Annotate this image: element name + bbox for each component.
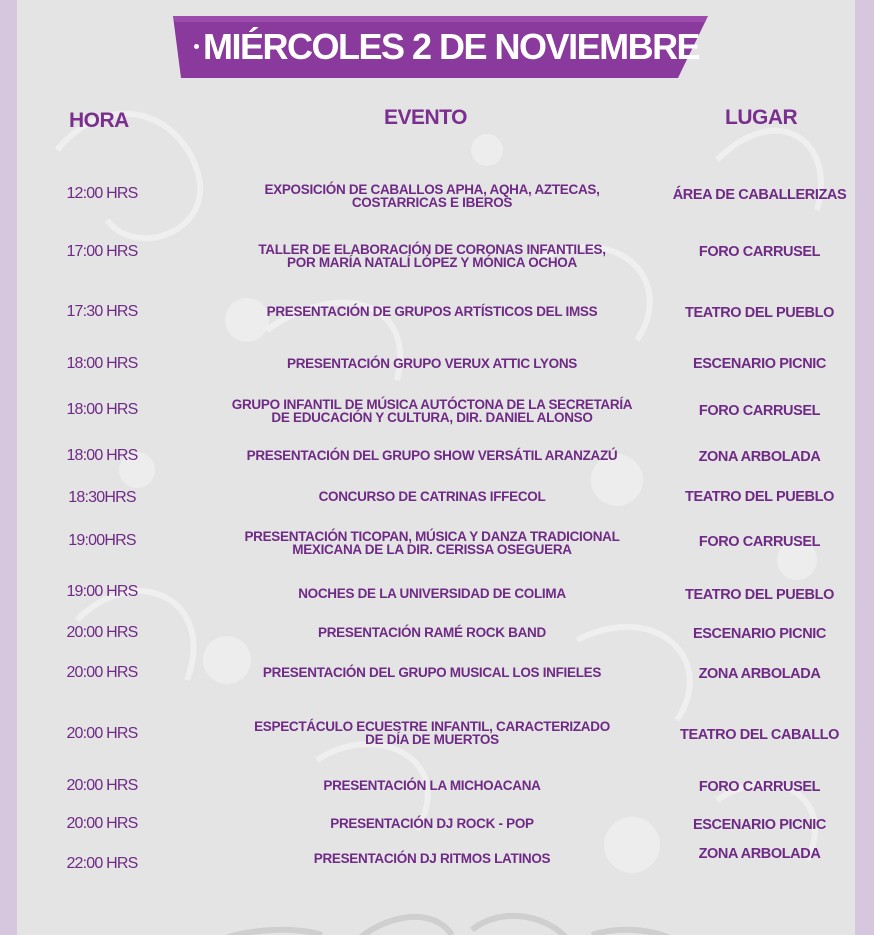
row-event bbox=[222, 587, 642, 600]
row-place: FORO CARRUSEL bbox=[698, 534, 821, 550]
row-event-line: CONCURSO DE CATRINAS IFFECOL bbox=[318, 489, 546, 504]
row-event-line: ESPECTÁCULO ECUESTRE INFANTIL, CARACTERIZADO bbox=[254, 719, 610, 734]
row-place: FORO CARRUSEL bbox=[698, 403, 821, 419]
row-place: TEATRO DEL PUEBLO bbox=[685, 305, 834, 321]
row-time: 20:00 HRS bbox=[66, 664, 138, 681]
row-event-line: PRESENTACIÓN DJ RITMOS LATINOS bbox=[313, 851, 551, 866]
row-event bbox=[222, 626, 642, 639]
row-event bbox=[222, 398, 642, 424]
row-event-line: TALLER DE ELABORACIÓN DE CORONAS INFANTILES, bbox=[258, 242, 606, 257]
row-event-line: PRESENTACIÓN DEL GRUPO MUSICAL LOS INFIELES bbox=[262, 665, 602, 680]
row-time: 20:00 HRS bbox=[66, 624, 138, 641]
schedule-page bbox=[17, 0, 855, 935]
row-event-line: PRESENTACIÓN LA MICHOACANA bbox=[323, 778, 541, 793]
row-event-line: PRESENTACIÓN TICOPAN, MÚSICA Y DANZA TRADICIONAL bbox=[244, 529, 620, 544]
banner-bullet bbox=[194, 44, 199, 49]
row-place: ESCENARIO PICNIC bbox=[693, 626, 826, 642]
row-event bbox=[222, 666, 642, 679]
row-place: TEATRO DEL CABALLO bbox=[679, 727, 839, 743]
row-place: TEATRO DEL PUEBLO bbox=[685, 587, 834, 603]
header-hora: HORA bbox=[69, 109, 129, 132]
row-place: FORO CARRUSEL bbox=[698, 779, 821, 795]
row-place: ZONA ARBOLADA bbox=[698, 666, 821, 682]
row-time: 20:00 HRS bbox=[66, 815, 138, 832]
row-time: 19:00HRS bbox=[68, 532, 136, 549]
row-event-line: GRUPO INFANTIL DE MÚSICA AUTÓCTONA DE LA SECRETARÍA bbox=[231, 397, 633, 412]
row-event bbox=[222, 449, 642, 462]
date-banner bbox=[173, 16, 708, 78]
row-event bbox=[222, 852, 642, 865]
row-place: TEATRO DEL PUEBLO bbox=[685, 489, 834, 505]
row-event-line: PRESENTACIÓN RAMÉ ROCK BAND bbox=[318, 625, 546, 640]
row-event-line: EXPOSICIÓN DE CABALLOS APHA, AQHA, AZTECAS, bbox=[264, 182, 600, 197]
banner-title: MIÉRCOLES 2 DE NOVIEMBRE bbox=[203, 26, 700, 67]
row-event bbox=[222, 779, 642, 792]
row-event bbox=[222, 817, 642, 830]
row-event-line: PRESENTACIÓN DEL GRUPO SHOW VERSÁTIL ARANZAZÚ bbox=[246, 448, 618, 463]
row-event bbox=[222, 183, 642, 209]
header-evento: EVENTO bbox=[384, 106, 467, 129]
row-place: ZONA ARBOLADA bbox=[698, 449, 821, 465]
row-time: 17:00 HRS bbox=[66, 243, 138, 260]
row-place: ESCENARIO PICNIC bbox=[693, 356, 826, 372]
row-time: 18:00 HRS bbox=[66, 401, 138, 418]
row-time: 12:00 HRS bbox=[66, 185, 138, 202]
row-event-line: NOCHES DE LA UNIVERSIDAD DE COLIMA bbox=[298, 586, 566, 601]
row-place: ZONA ARBOLADA bbox=[698, 846, 821, 862]
row-event bbox=[222, 720, 642, 746]
row-place: ESCENARIO PICNIC bbox=[693, 817, 826, 833]
row-event-line: PRESENTACIÓN GRUPO VERUX ATTIC LYONS bbox=[287, 356, 577, 371]
row-time: 22:00 HRS bbox=[66, 855, 138, 872]
row-event bbox=[222, 530, 642, 556]
row-time: 18:30HRS bbox=[68, 489, 136, 506]
row-place: ÁREA DE CABALLERIZAS bbox=[672, 187, 847, 203]
row-time: 20:00 HRS bbox=[66, 777, 138, 794]
row-event-line: COSTARRICAS E IBEROS bbox=[351, 195, 513, 210]
row-event-line: PRESENTACIÓN DE GRUPOS ARTÍSTICOS DEL IMSS bbox=[266, 304, 598, 319]
row-event-line: DE DÍA DE MUERTOS bbox=[365, 732, 499, 747]
row-time: 18:00 HRS bbox=[66, 355, 138, 372]
header-lugar: LUGAR bbox=[725, 106, 798, 129]
row-event bbox=[222, 243, 642, 269]
row-event-line: POR MARÍA NATALÍ LÓPEZ Y MÓNICA OCHOA bbox=[287, 255, 577, 270]
row-event bbox=[222, 305, 642, 318]
row-event-line: PRESENTACIÓN DJ ROCK - POP bbox=[330, 816, 534, 831]
row-time: 18:00 HRS bbox=[66, 447, 138, 464]
row-time: 19:00 HRS bbox=[66, 583, 138, 600]
row-event-line: DE EDUCACIÓN Y CULTURA, DIR. DANIEL ALONSO bbox=[271, 410, 593, 425]
row-place: FORO CARRUSEL bbox=[698, 244, 821, 260]
row-event bbox=[222, 357, 642, 370]
row-event bbox=[222, 490, 642, 503]
bottom-ornament bbox=[192, 905, 692, 935]
row-time: 20:00 HRS bbox=[66, 725, 138, 742]
row-time: 17:30 HRS bbox=[66, 303, 138, 320]
row-event-line: MEXICANA DE LA DIR. CERISSA OSEGUERA bbox=[292, 542, 572, 557]
